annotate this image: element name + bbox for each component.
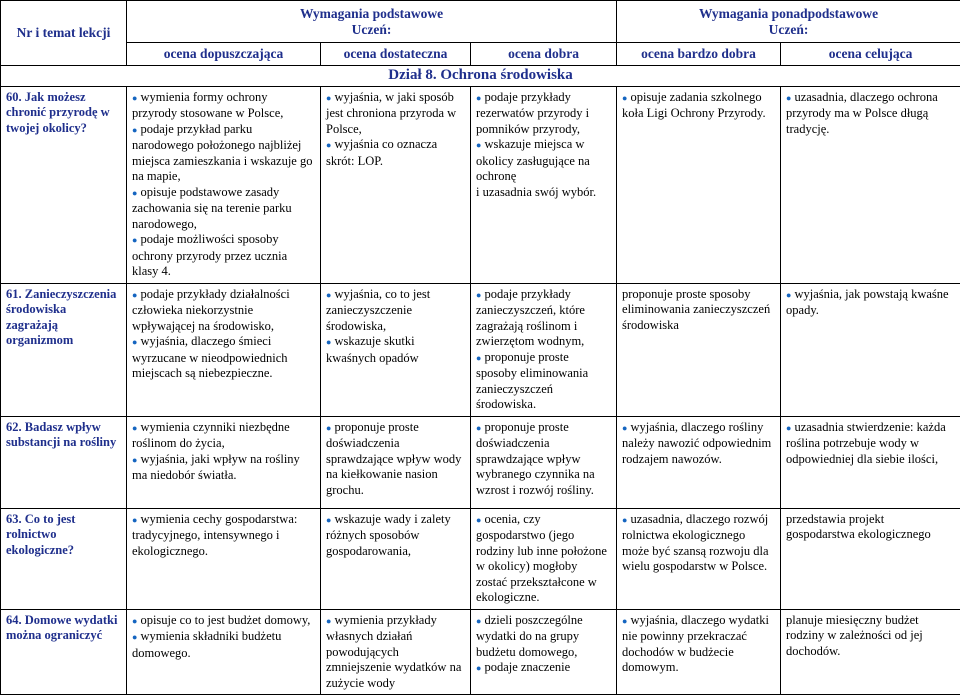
requirement-item — [132, 122, 315, 185]
requirement-text: wyjaśnia, co to jest zanieczyszczenie środowiska, — [326, 287, 430, 333]
requirement-text: proponuje proste doświadczenia sprawdzające wpływ wybranego czynnika na wzrost i rozwój rośliny. — [476, 420, 595, 497]
lesson-topic: 60. Jak możesz chronić przyrodę w twojej okolicy? — [1, 86, 127, 283]
requirement-cell — [127, 283, 321, 416]
requirement-item — [476, 660, 611, 677]
requirement-item — [132, 232, 315, 280]
requirement-cell — [321, 609, 471, 695]
requirement-cell — [471, 86, 617, 283]
bullet-icon: ● — [326, 515, 331, 525]
requirement-item — [622, 420, 775, 468]
requirement-cell — [617, 508, 781, 609]
table-row — [1, 283, 960, 416]
requirement-item — [476, 137, 611, 185]
requirement-cell — [617, 283, 781, 416]
requirement-text: wyjaśnia, w jaki sposób jest chroniona przyroda w Polsce, — [326, 90, 456, 136]
requirement-cell — [127, 86, 321, 283]
requirement-text: proponuje proste sposoby eliminowania zanieczyszczeń środowiska. — [476, 350, 588, 412]
requirement-item — [786, 512, 955, 543]
bullet-icon: ● — [476, 93, 481, 103]
requirement-item — [786, 613, 955, 660]
requirement-item — [326, 613, 465, 692]
bullet-icon: ● — [476, 515, 481, 525]
requirement-text: wyjaśnia, jak powstają kwaśne opady. — [786, 287, 949, 318]
bullet-icon: ● — [132, 423, 137, 433]
requirement-item — [326, 420, 465, 499]
requirement-cell — [471, 609, 617, 695]
bullet-icon: ● — [132, 235, 137, 245]
bullet-icon: ● — [622, 515, 627, 525]
requirement-item — [476, 350, 611, 413]
bullet-icon: ● — [476, 616, 481, 626]
requirement-text: podaje przykłady rezerwatów przyrody i pomników przyrody, — [476, 90, 589, 136]
requirement-text: wymienia składniki budżetu domowego. — [132, 629, 281, 660]
requirement-text: ocenia, czy gospodarstwo (jego rodziny lub inne położone w okolicy) mogłoby zostać przekształcone w ekologiczne. — [476, 512, 607, 605]
bullet-icon: ● — [132, 455, 137, 465]
bullet-icon: ● — [132, 290, 137, 300]
requirement-item — [132, 512, 315, 560]
bullet-icon: ● — [476, 423, 481, 433]
bullet-icon: ● — [786, 290, 791, 300]
requirement-text: wymienia cechy gospodarstwa: tradycyjnego, intensywnego i ekologicznego. — [132, 512, 297, 558]
requirement-text: wyjaśnia co oznacza skrót: LOP. — [326, 137, 437, 168]
requirement-text: wymienia formy ochrony przyrody stosowane w Polsce, — [132, 90, 283, 121]
requirement-text: podaje przykład parku narodowego położonego najbliżej miejsca zamieszkania i wskazuje go na mapie, — [132, 122, 312, 184]
bullet-icon: ● — [786, 93, 791, 103]
bullet-icon: ● — [132, 337, 137, 347]
requirement-text: opisuje podstawowe zasady zachowania się na terenie parku narodowego, — [132, 185, 292, 231]
requirement-item — [622, 613, 775, 676]
bullet-icon: ● — [326, 616, 331, 626]
bullet-icon: ● — [326, 93, 331, 103]
grade-bardzo-dobra: ocena bardzo dobra — [617, 43, 781, 66]
bullet-icon: ● — [622, 93, 627, 103]
requirement-cell — [781, 508, 960, 609]
table-row — [1, 86, 960, 283]
requirement-item — [476, 90, 611, 138]
requirement-text: uzasadnia, dlaczego ochrona przyrody ma w Polsce długą tradycję. — [786, 90, 938, 136]
bullet-icon: ● — [132, 125, 137, 135]
requirement-item — [476, 287, 611, 350]
requirement-cell — [781, 416, 960, 508]
bullet-icon: ● — [622, 423, 627, 433]
requirement-item — [622, 90, 775, 122]
requirement-text: podaje przykłady działalności człowieka niekorzystnie wpływającej na środowisko, — [132, 287, 290, 333]
header-topic: Nr i temat lekcji — [1, 1, 127, 66]
lesson-topic: 61. Zanieczyszczenia środowiska zagrażają organizmom — [1, 283, 127, 416]
requirement-cell — [127, 609, 321, 695]
requirement-cell — [617, 609, 781, 695]
requirement-item — [326, 287, 465, 335]
requirement-item — [622, 287, 775, 334]
requirement-cell — [781, 283, 960, 416]
requirement-text: podaje możliwości sposoby ochrony przyrody przez ucznia klasy 4. — [132, 232, 287, 278]
requirement-text: planuje miesięczny budżet rodziny w zależności od jej dochodów. — [786, 613, 923, 658]
requirement-item — [786, 287, 955, 319]
requirement-item — [132, 90, 315, 122]
requirement-item — [786, 90, 955, 138]
requirement-cell — [471, 416, 617, 508]
bullet-icon: ● — [476, 140, 481, 150]
requirement-text: podaje przykłady zanieczyszczeń, które zagrażają roślinom i zwierzętom wodnym, — [476, 287, 585, 349]
requirement-cell — [781, 86, 960, 283]
requirement-text: proponuje proste sposoby eliminowania zanieczyszczeń środowiska — [622, 287, 770, 332]
requirement-text: wskazuje skutki kwaśnych opadów — [326, 334, 419, 365]
requirement-text: proponuje proste doświadczenia sprawdzające wpływ wody na kiełkowanie nasion grochu. — [326, 420, 461, 497]
requirement-text: dzieli poszczególne wydatki do na grupy budżetu domowego, — [476, 613, 583, 659]
requirement-cell — [321, 283, 471, 416]
requirement-cell — [321, 86, 471, 283]
grade-celujaca: ocena celująca — [781, 43, 960, 66]
grade-dostateczna: ocena dostateczna — [321, 43, 471, 66]
requirement-item — [132, 452, 315, 484]
bullet-icon: ● — [132, 632, 137, 642]
requirement-text: opisuje co to jest budżet domowy, — [140, 613, 310, 627]
requirement-text: wyjaśnia, dlaczego rośliny należy nawozić odpowiednim rodzajem nawozów. — [622, 420, 771, 466]
requirement-text: wyjaśnia, dlaczego śmieci wyrzucane w nieodpowiednich miejscach są niebezpieczne. — [132, 334, 288, 380]
bullet-icon: ● — [476, 663, 481, 673]
bullet-icon: ● — [786, 423, 791, 433]
bullet-icon: ● — [326, 337, 331, 347]
requirement-cell — [321, 508, 471, 609]
requirement-cell — [127, 508, 321, 609]
requirement-text: i uzasadnia swój wybór. — [476, 185, 596, 199]
bullet-icon: ● — [132, 616, 137, 626]
requirement-cell — [617, 86, 781, 283]
requirement-item — [132, 613, 315, 630]
requirement-item — [476, 512, 611, 606]
requirement-text: podaje znaczenie — [484, 660, 570, 674]
requirement-item — [326, 137, 465, 169]
requirement-text: wymienia czynniki niezbędne roślinom do życia, — [132, 420, 290, 451]
table-row — [1, 609, 960, 695]
requirement-item — [132, 287, 315, 335]
requirement-item — [132, 334, 315, 382]
requirement-text: wymienia przykłady własnych działań powodujących zmniejszenie wydatków na zużycie wody — [326, 613, 461, 690]
requirement-item — [476, 420, 611, 499]
bullet-icon: ● — [132, 515, 137, 525]
bullet-icon: ● — [132, 93, 137, 103]
lesson-topic: 64. Domowe wydatki można ograniczyć — [1, 609, 127, 695]
requirement-item — [132, 420, 315, 452]
requirement-item — [132, 629, 315, 661]
requirement-item — [476, 185, 611, 201]
header-advanced: Wymagania ponadpodstawowe Uczeń: — [617, 1, 960, 43]
requirement-item — [326, 90, 465, 138]
requirement-item — [132, 185, 315, 233]
grade-dobra: ocena dobra — [471, 43, 617, 66]
bullet-icon: ● — [326, 290, 331, 300]
requirement-item — [622, 512, 775, 575]
bullet-icon: ● — [622, 616, 627, 626]
table-row — [1, 416, 960, 508]
bullet-icon: ● — [326, 423, 331, 433]
requirement-cell — [321, 416, 471, 508]
lesson-topic: 63. Co to jest rolnictwo ekologiczne? — [1, 508, 127, 609]
requirement-item — [326, 334, 465, 366]
bullet-icon: ● — [476, 290, 481, 300]
table-row — [1, 508, 960, 609]
requirement-text: uzasadnia stwierdzenie: każda roślina potrzebuje wody w odpowiedniej dla siebie ilości, — [786, 420, 946, 466]
requirement-text: przedstawia projekt gospodarstwa ekologicznego — [786, 512, 931, 542]
bullet-icon: ● — [132, 188, 137, 198]
requirement-text: wskazuje wady i zalety różnych sposobów gospodarowania, — [326, 512, 451, 558]
requirement-text: uzasadnia, dlaczego rozwój rolnictwa ekologicznego może być szansą rozwoju dla wielu gospodarstw w Polsce. — [622, 512, 768, 574]
requirement-text: wyjaśnia, dlaczego wydatki nie powinny przekraczać dochodów w budżecie domowym. — [622, 613, 769, 675]
requirement-cell — [127, 416, 321, 508]
requirement-text: wyjaśnia, jaki wpływ na rośliny ma niedobór światła. — [132, 452, 300, 483]
requirement-item — [326, 512, 465, 560]
section-title: Dział 8. Ochrona środowiska — [1, 66, 960, 87]
bullet-icon: ● — [476, 353, 481, 363]
requirement-cell — [471, 508, 617, 609]
requirement-item — [786, 420, 955, 468]
requirement-cell — [781, 609, 960, 695]
bullet-icon: ● — [326, 140, 331, 150]
grade-dopuszczajaca: ocena dopuszczająca — [127, 43, 321, 66]
lesson-topic: 62. Badasz wpływ substancji na rośliny — [1, 416, 127, 508]
requirement-text: wskazuje miejsca w okolicy zasługujące na ochronę — [476, 137, 590, 183]
requirement-cell — [617, 416, 781, 508]
requirement-cell — [471, 283, 617, 416]
header-basic: Wymagania podstawowe Uczeń: — [127, 1, 617, 43]
requirement-text: opisuje zadania szkolnego koła Ligi Ochrony Przyrody. — [622, 90, 766, 121]
requirement-item — [476, 613, 611, 661]
